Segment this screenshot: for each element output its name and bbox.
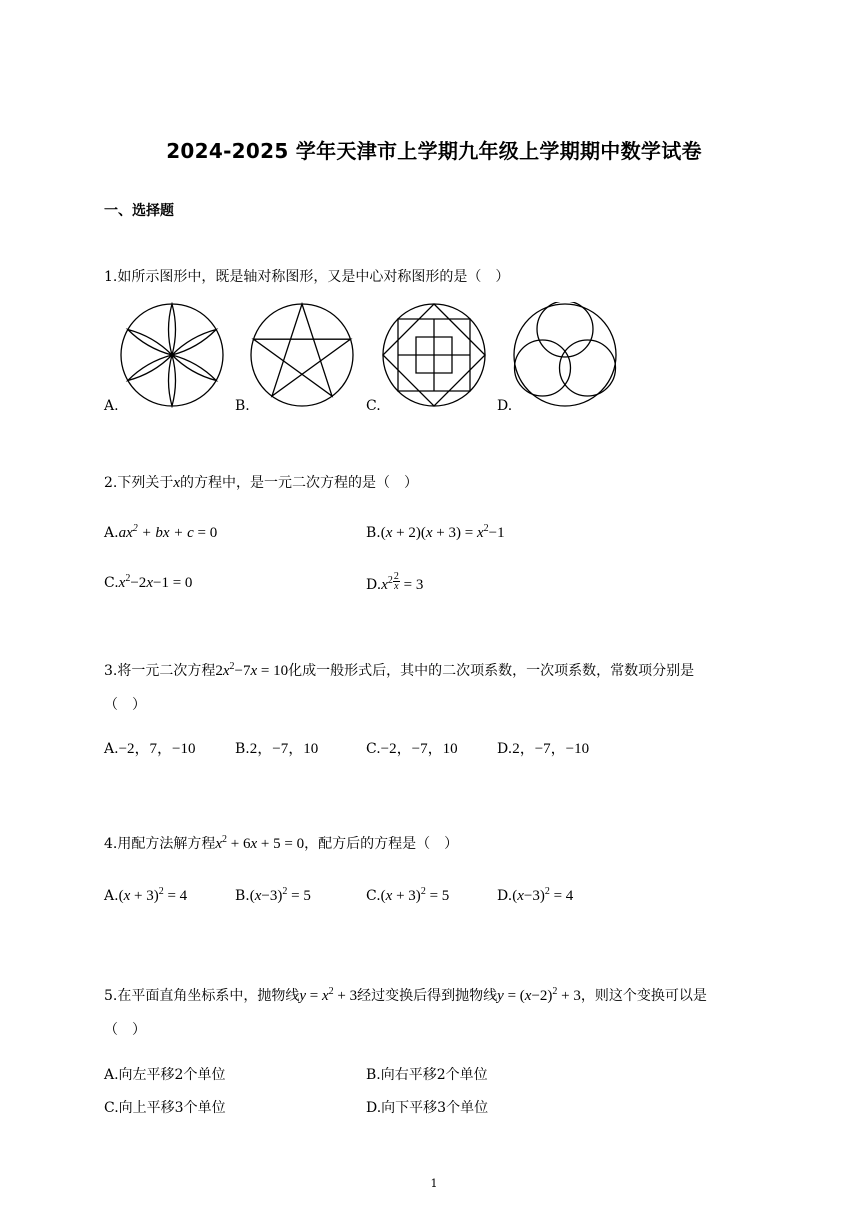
q4-option-a: $A.(x + 3)^2 = 4$ [104, 886, 188, 904]
q2-option-b: $B.(x + 2)(x + 3) = x^2-1$ [366, 523, 505, 541]
q4-option-d: $D.(x-3)^2 = 4$ [497, 886, 574, 904]
star-pentagram-circle-icon [249, 302, 355, 408]
q4-stem: 4.用配方法解方程$x^2 + 6x + 5 = 0$，配方后的方程是（ ） [104, 834, 459, 852]
q3-stem: 3.将一元二次方程$2x^2-7x = 10$化成一般形式后，其中的二次项系数，一次项系数，常数项分别是 [104, 661, 695, 679]
q5-option-b: B.向右平移2个单位 [366, 1067, 488, 1083]
page-number: 1 [430, 1177, 438, 1190]
exam-title: 2024-2025 学年天津市上学期九年级上学期期中数学试卷 [166, 139, 702, 163]
q4-option-b: $B.(x-3)^2 = 5$ [235, 886, 311, 904]
q3-option-d: D.2，−7，−10 [497, 741, 590, 757]
q2-stem: 2.下列关于x的方程中，是一元二次方程的是（ ） [104, 475, 419, 491]
q1-option-d: D. [497, 398, 513, 414]
q4-option-c: $C.(x + 3)^2 = 5$ [366, 886, 450, 904]
q1-option-b: B. [235, 398, 250, 414]
q2-option-a: $A.ax^2$ + bx + c = 0 [104, 523, 218, 541]
q5-option-d: D.向下平移3个单位 [366, 1100, 489, 1116]
q1-option-a: A. [104, 398, 119, 414]
q3-option-b: B.2，−7，10 [235, 741, 319, 757]
q5-stem-paren: （ ） [104, 1022, 146, 1038]
section-heading: 一、选择题 [104, 203, 174, 219]
three-arc-trefoil-circle-icon [512, 302, 618, 408]
q3-stem-paren: （ ） [104, 697, 146, 713]
nested-squares-circle-icon [381, 302, 487, 408]
q1-option-c: C. [366, 398, 381, 414]
q1-stem: 1.如所示图形中，既是轴对称图形，又是中心对称图形的是（ ） [104, 269, 510, 285]
q2-option-c: $C.x^2-2x-1 = 0$ [104, 573, 193, 591]
q5-stem: 5.在平面直角坐标系中，抛物线$y = x^2 + 3$经过变换后得到抛物线$y = (x-2)^2 + 3$，则这个变换可以是 [104, 986, 707, 1004]
q3-option-a: A.−2，7，−10 [104, 741, 196, 757]
six-petal-flower-circle-icon [119, 302, 225, 408]
q3-option-c: C.−2，−7，10 [366, 741, 458, 757]
q2-option-d: $D.x^2$ $\frac{2}{x}$ = 3 [366, 571, 424, 593]
q5-option-c: C.向上平移3个单位 [104, 1100, 226, 1116]
q5-option-a: A.向左平移2个单位 [104, 1067, 226, 1083]
